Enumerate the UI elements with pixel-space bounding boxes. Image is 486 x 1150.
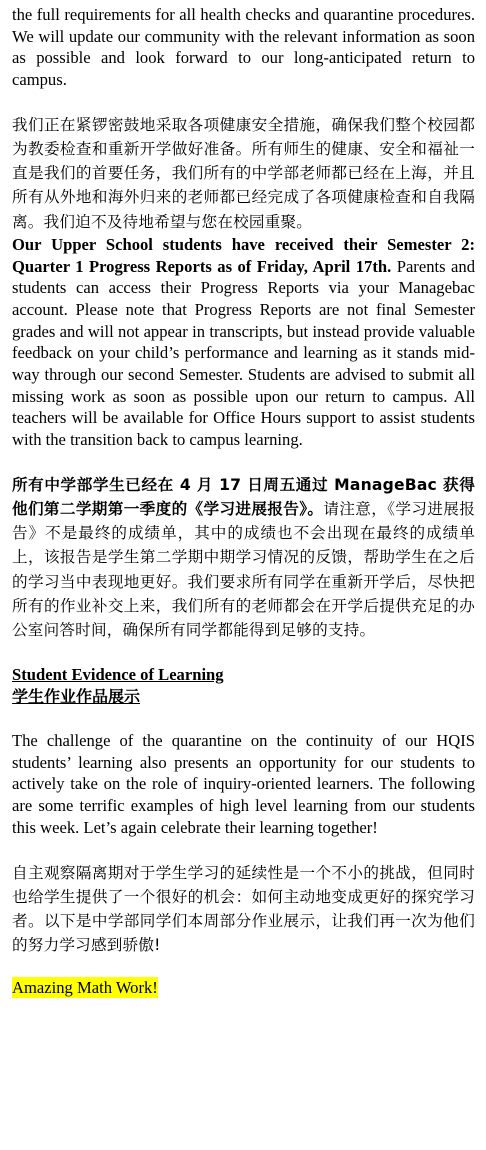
progress-paragraph-en	[12, 234, 475, 451]
evidence-paragraph-zh: 自主观察隔离期对于学生学习的延续性是一个不小的挑战，但同时也给学生提供了一个很好的机会：如何主动地变成更好的探究学习者。以下是中学部同学们本周部分作业展示，让我们再一次为他们的努力学习感到骄傲!	[12, 863, 475, 955]
progress-details: Parents and students can access their Progress Reports via your Managebac account. Please note that Progress Reports are not final Semester grades and will not appear in transcripts, but instead provide valuable feedback on your child’s performance and learning as it stands mid-way through our second Semester. Students are advised to submit all missing work as soon as possible upon our return to campus. All teachers will be available for Office Hours support to assist students with the transition back to campus learning.	[12, 256, 475, 450]
progress-announcement-bold: Our Upper School students have received their Semester 2: Quarter 1 Progress Reports as of Friday, April 17th.	[12, 234, 475, 276]
progress-details-zh: 请注意，《学习进展报告》不是最终的成绩单，其中的成绩也不会出现在最终的成绩单上，该报告是学生第二学期中期学习情况的反馈，帮助学生在之后的学习当中表现地更好。我们要求所有同学在重新开学后，尽快把所有的作业补交上来，我们所有的老师都会在开学后提供充足的办公室问答时间，确保所有同学都能得到足够的支持。	[12, 500, 475, 640]
evidence-heading-zh: 学生作业作品展示	[12, 686, 141, 706]
progress-announcement-bold-zh: 所有中学部学生已经在 4 月 17 日周五通过 ManageBac 获得他们第二学期第一季度的《学习进展报告》。	[12, 475, 475, 519]
evidence-paragraph-en: The challenge of the quarantine on the continuity of our HQIS students’ learning also presents an opportunity for our students to actively take on the role of inquiry-oriented learners. The following are some terrific examples of high level learning from our students this week. Let’s again celebrate their learning together!	[12, 730, 475, 837]
evidence-heading-en: Student Evidence of Learning	[12, 665, 224, 685]
progress-paragraph-zh	[12, 473, 475, 642]
intro-paragraph-zh: 我们正在紧锣密鼓地采取各项健康安全措施，确保我们整个校园都为教委检查和重新开学做好准备。所有师生的健康、安全和福祉一直是我们的首要任务，我们所有的中学部老师都已经在上海，并且所有从外地和海外归来的老师都已经完成了各项健康检查和自我隔离。我们迫不及待地希望与您在校园重聚。	[12, 115, 475, 231]
intro-paragraph-en: the full requirements for all health checks and quarantine procedures. We will update our community with the relevant information as soon as possible and look forward to our long-anticipated return to campus.	[12, 5, 475, 90]
math-work-highlight: Amazing Math Work!	[12, 978, 158, 998]
